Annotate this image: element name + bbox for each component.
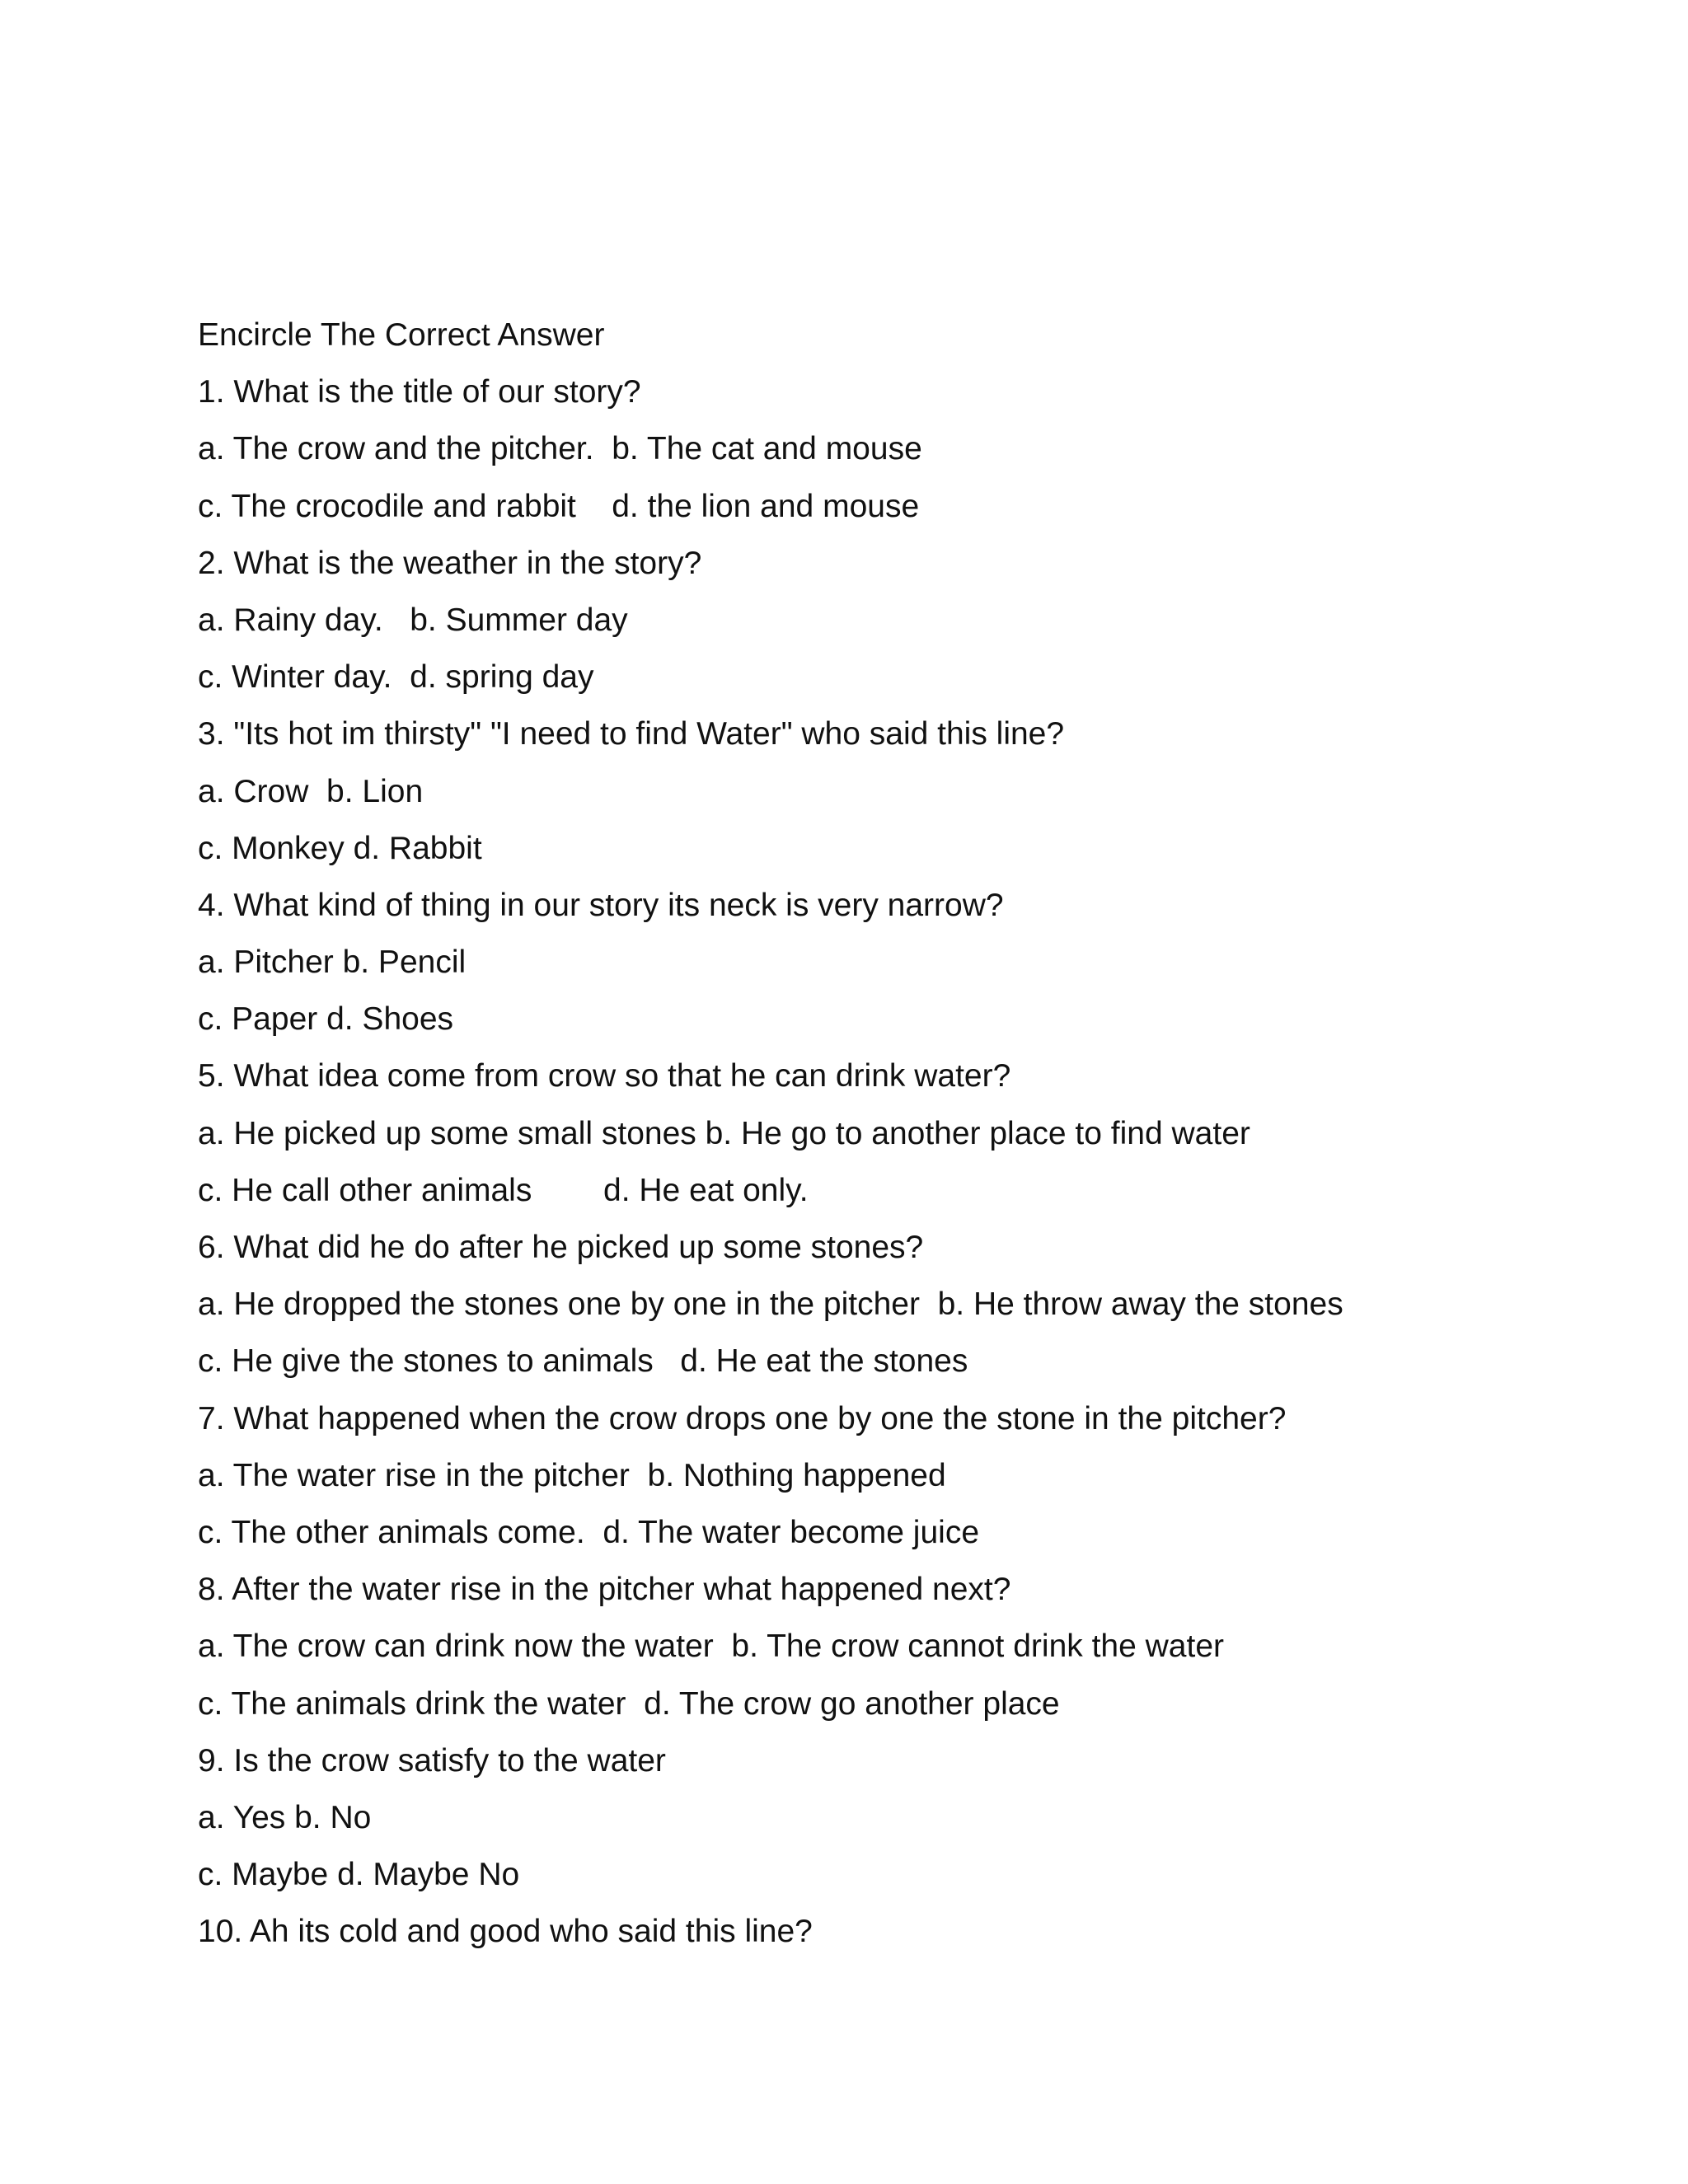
q7-options-ab: a. The water rise in the pitcher b. Nothing happened — [198, 1457, 946, 1493]
q2-options-cd: c. Winter day. d. spring day — [198, 659, 594, 696]
q3-options-ab: a. Crow b. Lion — [198, 773, 424, 809]
q1-options-cd: c. The crocodile and rabbit d. the lion and mouse — [198, 488, 920, 524]
q2-options-ab: a. Rainy day. b. Summer day — [198, 602, 628, 638]
q8-options-cd: c. The animals drink the water d. The crow go another place — [198, 1685, 1060, 1722]
q5-options-ab: a. He picked up some small stones b. He go to another place to find water — [198, 1115, 1250, 1151]
q9-options-cd: c. Maybe d. Maybe No — [198, 1857, 520, 1893]
question-2: 2. What is the weather in the story? — [198, 545, 702, 581]
question-6: 6. What did he do after he picked up some stones? — [198, 1230, 924, 1265]
question-9: 9. Is the crow satisfy to the water — [198, 1742, 666, 1779]
worksheet-body — [198, 307, 1648, 1960]
q5-options-cd: c. He call other animals d. He eat only. — [198, 1172, 809, 1208]
question-4: 4. What kind of thing in our story its neck is very narrow? — [198, 887, 1004, 923]
question-10: 10. Ah its cold and good who said this line? — [198, 1914, 813, 1950]
question-3: 3. "Its hot im thirsty" "I need to find Water" who said this line? — [198, 716, 1065, 752]
q4-options-cd: c. Paper d. Shoes — [198, 1001, 454, 1038]
q3-options-cd: c. Monkey d. Rabbit — [198, 830, 482, 866]
question-5: 5. What idea come from crow so that he can drink water? — [198, 1058, 1011, 1094]
q4-options-ab: a. Pitcher b. Pencil — [198, 944, 467, 981]
worksheet-heading: Encircle The Correct Answer — [198, 317, 605, 353]
question-1: 1. What is the title of our story? — [198, 374, 641, 410]
question-7: 7. What happened when the crow drops one by one the stone in the pitcher? — [198, 1400, 1287, 1436]
question-8: 8. After the water rise in the pitcher what happened next? — [198, 1572, 1011, 1608]
q1-options-ab: a. The crow and the pitcher. b. The cat and mouse — [198, 431, 922, 467]
q6-options-cd: c. He give the stones to animals d. He eat the stones — [198, 1343, 968, 1380]
q9-options-ab: a. Yes b. No — [198, 1799, 372, 1835]
q7-options-cd: c. The other animals come. d. The water become juice — [198, 1514, 980, 1550]
q8-options-ab: a. The crow can drink now the water b. The crow cannot drink the water — [198, 1629, 1225, 1665]
q6-options-ab: a. He dropped the stones one by one in the pitcher b. He throw away the stones — [198, 1286, 1343, 1323]
